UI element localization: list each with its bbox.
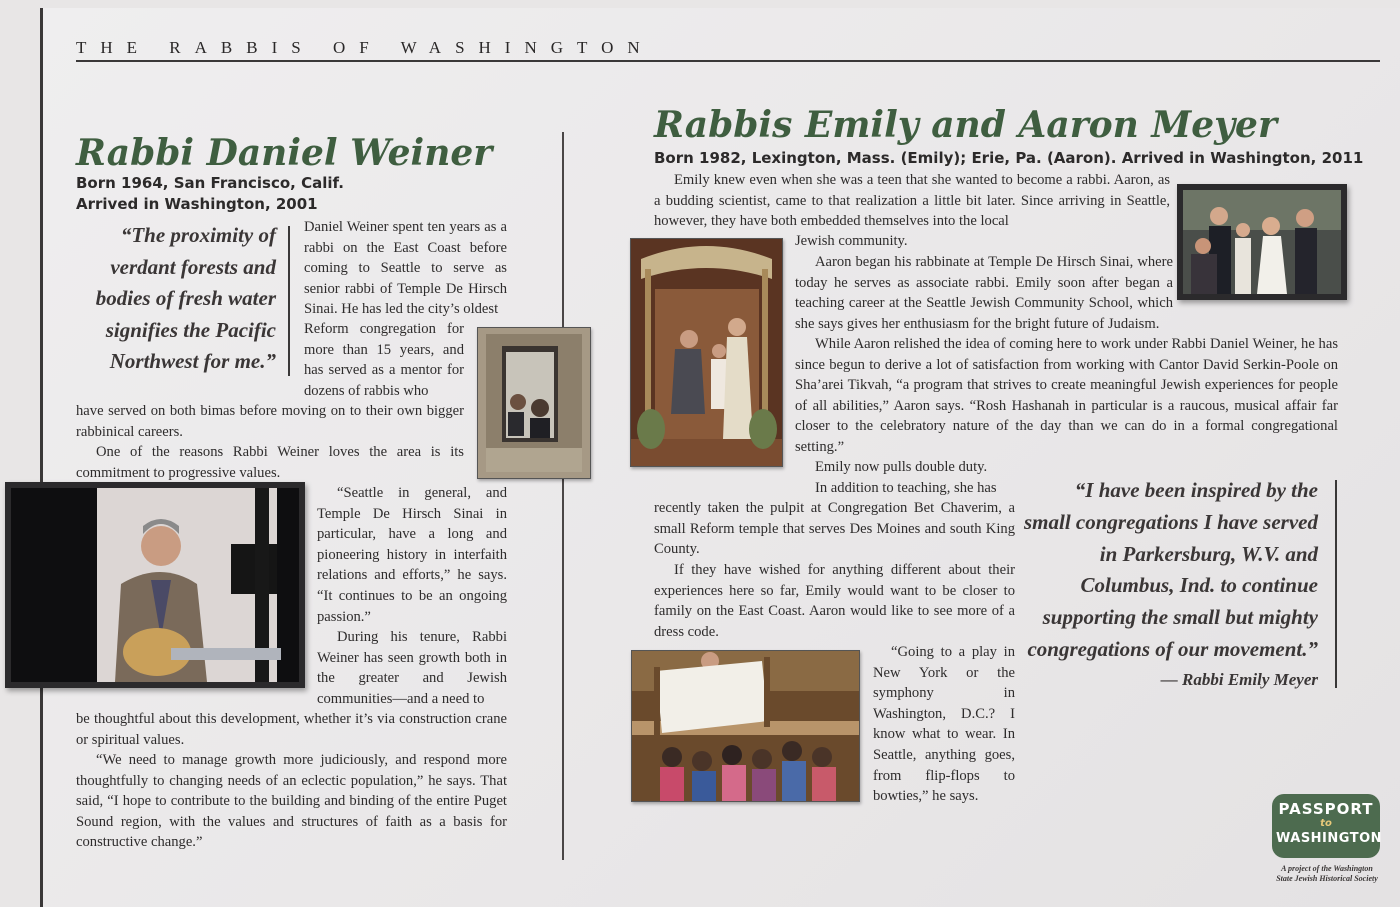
window-photo (477, 327, 591, 479)
column-divider (562, 132, 564, 860)
left-arrived: Arrived in Washington, 2001 (76, 195, 318, 213)
logo-line-1: PASSPORT (1278, 800, 1374, 818)
torah-photo (631, 650, 860, 802)
right-born: Born 1982, Lexington, Mass. (Emily); Erie, Pa. (Aaron). Arrived in Washington, 2011 (654, 149, 1364, 167)
left-paragraph-4a: During his tenure, Rabbi Weiner has seen growth both in the greater and Jewish communities—and a need to (317, 629, 507, 707)
logo-caption: A project of the Washington State Jewish Historical Society (1276, 864, 1378, 883)
left-paragraph-1a: Daniel Weiner spent ten years as a rabbi on the East Coast before coming to Seattle to serve as senior rabbi of Temple De Hirsch Sinai. He has led the city’s oldest (304, 219, 507, 318)
left-paragraph-3: “Seattle in general, and Temple De Hirsch Sinai in particular, have a long and pioneering history in interfaith relations and efforts,” he says. “It continues to be an ongoing passion.” (317, 485, 507, 625)
right-paragraph-1b: Jewish community. (795, 233, 908, 249)
guitar-photo (5, 482, 305, 688)
left-paragraph-2: One of the reasons Rabbi Weiner loves the area is its commitment to progressive values. (76, 444, 464, 481)
right-name-title: Rabbis Emily and Aaron Meyer (654, 104, 1277, 146)
right-paragraph-5: If they have wished for anything different about their experiences here so far, Emily would want to be closer to family on the East Coast. Aaron would like to see more of a dress code. (654, 562, 1015, 640)
running-head: THE RABBIS OF WASHINGTON (76, 38, 1380, 62)
right-paragraph-4a: Emily now pulls double duty. (815, 459, 988, 475)
left-paragraph-1c: have served on both bimas before moving on to their own bigger rabbinical careers. (76, 403, 464, 440)
logo-line-3: WASHINGTON (1276, 831, 1383, 846)
left-paragraph-1b: Reform congregation for more than 15 years, and has served as a mentor for dozens of rabbis who (304, 321, 464, 399)
right-paragraph-6: “Going to a play in New York or the symphony in Washington, D.C.? I know what to wear. In Seattle, anything goes, from flip-flops to bowties,” he says. (873, 644, 1015, 805)
left-paragraph-5: “We need to manage growth more judiciously, and respond more thoughtfully to changing needs of an eclectic population,” he says. That said, “I hope to contribute to the building and binding of the entire Puget Sound region, with the values and structures of faith as a basis for constructive change.” (76, 752, 507, 851)
right-paragraph-4c: recently taken the pulpit at Congregation Bet Chaverim, a small Reform temple that serves Des Moines and south King County. (654, 500, 1015, 558)
right-paragraph-2: Aaron began his rabbinate at Temple De Hirsch Sinai, where today he serves as associate rabbi. Emily soon after began a teaching career at the Seattle Jewish Community School, which she says gives her enthusiasm for the bright future of Judaism. (795, 254, 1173, 332)
chuppah-photo (630, 238, 783, 467)
right-paragraph-3: While Aaron relished the idea of coming here to work under Rabbi Daniel Weiner, he has since begun to derive a lot of satisfaction from working with Cantor David Serkin-Poole on Sha’arei Tikvah, “a program that strives to create meaningful Jewish experiences for people of all abilities,” Aaron says. “Rosh Hashanah in particular is a raucous, musical affair far closer to the celebratory nature of the day than we can do in a formal congregational setting.” (795, 336, 1338, 455)
wedding-photo (1177, 184, 1347, 300)
left-name-title: Rabbi Daniel Weiner (76, 132, 493, 174)
left-paragraph-4b: be thoughtful about this development, whether it’s via construction crane or spiritual values. (76, 711, 507, 748)
quote-rule (288, 226, 290, 376)
left-born: Born 1964, San Francisco, Calif. (76, 174, 344, 192)
right-pull-quote-attribution: — Rabbi Emily Meyer (1160, 670, 1318, 689)
logo-badge (1272, 794, 1383, 858)
right-pull-quote: “I have been inspired by the small congregations I have served in Parkersburg, W.V. and Columbus, Ind. to continue supporting the small but mighty congregations of our movement.” (1024, 478, 1318, 661)
passport-to-washington-logo (1272, 794, 1382, 884)
left-pull-quote: “The proximity of verdant forests and bodies of fresh water signifies the Pacific Northwest for me.” (95, 223, 276, 373)
logo-line-2: to (1320, 818, 1332, 829)
right-paragraph-1a: Emily knew even when she was a teen that she wanted to become a rabbi. Aaron, as a budding scientist, came to that realization a little bit later. Since arriving in Seattle, however, they have both embedded themselves into the local (654, 172, 1170, 230)
right-quote-rule (1335, 480, 1337, 688)
right-paragraph-4b: In addition to teaching, she has (815, 480, 997, 496)
